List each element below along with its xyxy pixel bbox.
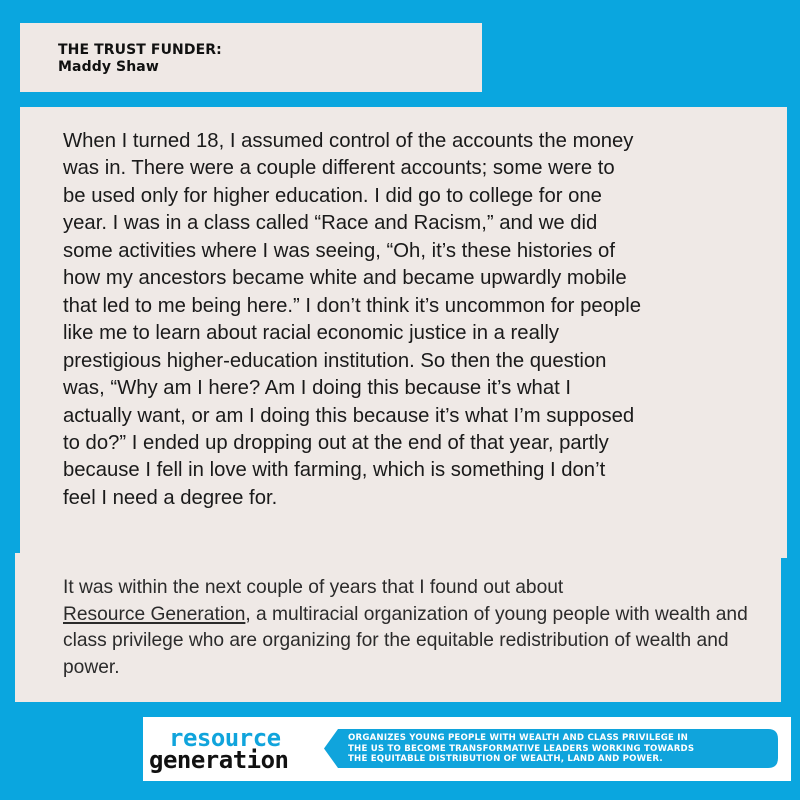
title-name: Maddy Shaw — [58, 59, 159, 75]
title-heading: THE TRUST FUNDER: — [58, 42, 222, 58]
resource-generation-link[interactable]: Resource Generation — [63, 603, 246, 625]
tagline-text: ORGANIZES YOUNG PEOPLE WITH WEALTH AND CLASS PRIVILEGE IN THE US TO BECOME TRANSFORMATIVE LEADERS WORKING TOWARDS THE EQUITABLE DISTRIBUTION OF WEALTH, LAND AND POWER. — [348, 733, 695, 765]
tagline-arrow-banner — [324, 729, 778, 768]
info-text — [63, 575, 771, 681]
quote-text: When I turned 18, I assumed control of the accounts the money was in. There were a couple different accounts; some were to be used only for higher education. I did go to college for one year. I was in a class called “Race and Racism,” and we did some activities where I was seeing, “Oh, it’s these histories of how my ancestors became white and became upwardly mobile that led to me being here.” I don’t think it’s uncommon for people like me to learn about racial economic justice in a really prestigious higher-education institution. So then the question was, “Why am I here? Am I doing this because it’s what I actually want, or am I doing this because it’s what I’m supposed to do?” I ended up dropping out at the end of that year, partly because I fell in love with farming, which is something I don’t feel I need a degree for. — [63, 130, 641, 509]
info-card — [15, 553, 781, 702]
logo-word-generation: generation — [149, 746, 289, 774]
title-card — [20, 23, 482, 92]
info-text-intro: It was within the next couple of years that I found out about — [63, 577, 564, 598]
logo-word-resource: resource — [169, 724, 281, 752]
info-text-rest: , a multiracial organization of young people with wealth and class privilege who are organizing for the equitable redistribution of wealth and power. — [63, 603, 748, 678]
quote-card — [20, 107, 787, 558]
logo-banner — [143, 717, 791, 781]
